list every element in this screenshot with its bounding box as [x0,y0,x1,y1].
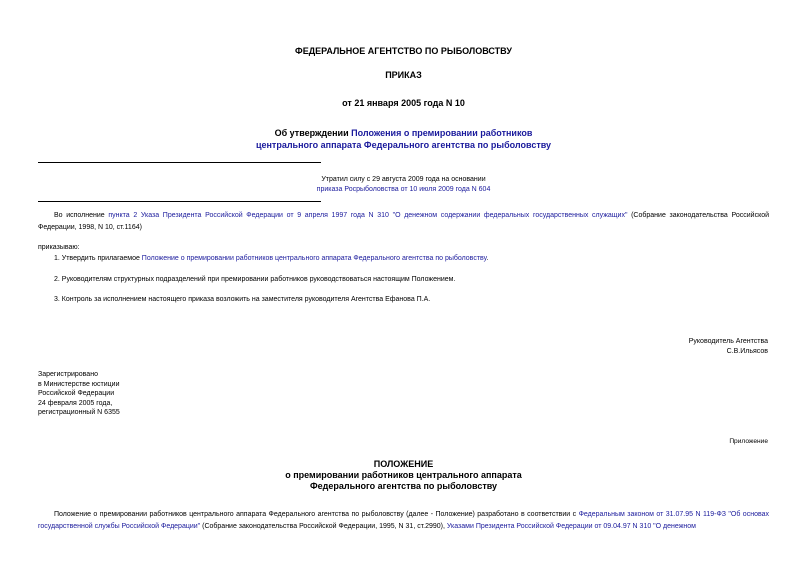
order-item-2: 2. Руководителям структурных подразделений при премировании работников руководствоваться настоящим Положением. [54,276,456,283]
body-text-2: (Собрание законодательства Российской Федерации, 1995, N 31, ст.2990), [200,523,447,530]
agency-heading: ФЕДЕРАЛЬНОЕ АГЕНТСТВО ПО РЫБОЛОВСТВУ [295,46,512,56]
appendix-subtitle-2: Федерального агентства по рыболовству [309,481,498,491]
order-date-number: от 21 января 2005 года N 10 [342,98,465,108]
order-item-3: 3. Контроль за исполнением настоящего приказа возложить на заместителя руководителя Агентства Ефанова П.А. [54,296,431,303]
appendix-subtitle-1: о премировании работников центрального аппарата [285,470,522,480]
order-item-1 [54,255,488,262]
item-1-end: . [486,255,489,262]
regulation-body-paragraph [38,509,769,533]
signature-block [689,337,768,357]
repeal-order-link[interactable]: приказа Росрыболовства от 10 июля 2009 года N 604 [316,186,491,193]
preamble-text-after: (Собрание законодательства Российской Федерации, 1998, N 10, ст.1164) [38,212,770,231]
item-1-text: 1. Утвердить прилагаемое [54,255,142,262]
registration-line: Российской Федерации [38,390,115,397]
preamble-paragraph [38,210,769,234]
registration-line: в Министерстве юстиции [38,380,120,388]
appendix-title-block [0,459,807,492]
body-text-1: Положение о премировании работников центрального аппарата Федерального агентства по рыболовству (далее - Положение) разработано в соответствии с [54,511,579,518]
registration-line: 24 февраля 2005 года, [38,399,113,407]
federal-law-119-link[interactable]: Федеральным законом от 31.07.95 N 119-ФЗ "Об основах государственной службы Российской Федерации" [38,511,769,530]
document-type: ПРИКАЗ [385,70,422,80]
order-word: приказываю: [38,244,80,251]
regulation-link-line1[interactable]: Положения о премировании работников [351,128,533,138]
registration-line: регистрационный N 6355 [38,409,120,416]
signature-name: С.В.Ильясов [726,348,768,355]
status-note [0,175,807,195]
regulation-approval-link[interactable]: Положение о премировании работников центрального аппарата Федерального агентства по рыболовству [141,255,487,262]
order-title-prefix: Об утверждении [274,128,352,138]
presidential-decrees-link[interactable]: Указами Президента Российской Федерации от 09.04.97 N 310 "О денежном [446,523,696,530]
appendix-label: Приложение [729,438,768,445]
registration-line: Зарегистрировано [38,371,98,378]
appendix-title: ПОЛОЖЕНИЕ [373,459,434,469]
order-title [0,127,807,151]
status-note-text: Утратил силу с 29 августа 2009 года на основании [321,176,486,183]
signature-position: Руководитель Агентства [688,338,768,345]
regulation-link-line2[interactable]: центрального аппарата Федерального агентства по рыболовству [255,140,552,150]
decree-310-link[interactable]: пункта 2 Указа Президента Российской Федерации от 9 апреля 1997 года N 310 "О денежном содержании федеральных государственных служащих" [108,212,628,219]
divider-bottom [38,201,321,202]
preamble-text-before: Во исполнение [54,212,109,219]
registration-block [38,370,120,418]
divider-top [38,162,321,163]
